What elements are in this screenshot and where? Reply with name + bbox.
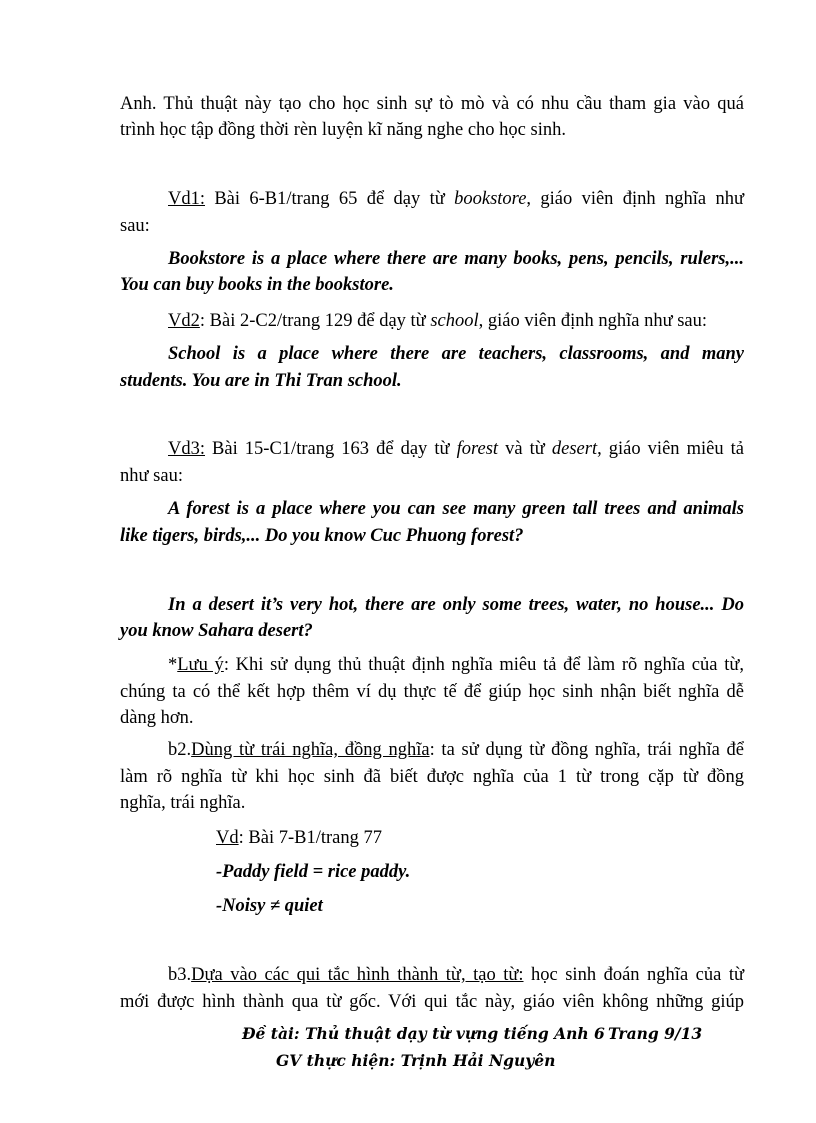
footer-page-number: Trang 9/13 [608, 1024, 703, 1043]
b2-line-1: b2.Dùng từ trái nghĩa, đồng nghĩa: ta sử dụng từ đồng nghĩa, trái nghĩa để [168, 740, 744, 760]
vd1-label: Vd1: [168, 189, 205, 209]
b3-line-2: mới được hình thành qua từ gốc. Với qui tắc này, giáo viên không những giúp [120, 992, 744, 1012]
footer-topic: Đề tài: Thủ thuật dạy từ vựng tiếng Anh 6 [242, 1024, 605, 1043]
vd3-example-3: In a desert it’s very hot, there are only some trees, water, no house... Do [168, 595, 744, 615]
vd2-word: school [430, 311, 479, 331]
footer-author: GV thực hiện: Trịnh Hải Nguyên [276, 1051, 556, 1070]
b2-line-3: nghĩa, trái nghĩa. [120, 793, 246, 813]
b2-line-2: làm rõ nghĩa từ khi học sinh đã biết được nghĩa của 1 từ trong cặp từ đồng [120, 767, 744, 787]
vd1-line-1: Vd1: Bài 6-B1/trang 65 để dạy từ bookstore, giáo viên định nghĩa như [168, 189, 744, 209]
vd3-example-2: like tigers, birds,... Do you know Cuc Phuong forest? [120, 526, 524, 546]
vd3-label: Vd3: [168, 439, 205, 459]
vd3-word-1: forest [456, 439, 499, 459]
intro-line-1: Anh. Thủ thuật này tạo cho học sinh sự tò mò và có nhu cầu tham gia vào quá [120, 94, 744, 114]
vd2-example-1: School is a place where there are teachers, classrooms, and many [168, 344, 744, 364]
b2-example-2: -Noisy ≠ quiet [216, 896, 323, 916]
vd1-line-2: sau: [120, 216, 150, 236]
b2-example-1: -Paddy field = rice paddy. [216, 862, 411, 882]
vd3-example-4: you know Sahara desert? [120, 621, 313, 641]
intro-line-2: trình học tập đồng thời rèn luyện kĩ năng nghe cho học sinh. [120, 120, 566, 140]
vd2-label: Vd2 [168, 311, 200, 331]
b2-example-ref: Vd: Bài 7-B1/trang 77 [216, 828, 382, 848]
b3-line-1: b3.Dựa vào các qui tắc hình thành từ, tạo từ: học sinh đoán nghĩa của từ [168, 965, 744, 985]
vd3-example-1: A forest is a place where you can see many green tall trees and animals [168, 499, 744, 519]
vd2-line-1: Vd2: Bài 2-C2/trang 129 để dạy từ school, giáo viên định nghĩa như sau: [168, 311, 708, 331]
vd3-line-1: Vd3: Bài 15-C1/trang 163 để dạy từ forest và từ desert, giáo viên miêu tả [168, 439, 744, 459]
b2-heading: Dùng từ trái nghĩa, đồng nghĩa [191, 740, 430, 760]
note-line-3: dàng hơn. [120, 708, 194, 728]
note-label: Lưu ý [177, 655, 224, 675]
b3-heading: Dựa vào các qui tắc hình thành từ, tạo từ: [191, 965, 524, 985]
b2-vd-label: Vd [216, 828, 239, 848]
vd1-example-2: You can buy books in the bookstore. [120, 275, 394, 295]
vd1-word: bookstore [454, 189, 527, 209]
vd1-example-1: Bookstore is a place where there are many books, pens, pencils, rulers,... [168, 249, 744, 269]
vd3-line-2: như sau: [120, 466, 183, 486]
vd3-word-2: desert [551, 439, 598, 459]
note-line-2: chúng ta có thể kết hợp thêm ví dụ thực tế để giúp học sinh nhận biết nghĩa dễ [120, 682, 744, 702]
note-line-1: *Lưu ý: Khi sử dụng thủ thuật định nghĩa miêu tả để làm rõ nghĩa của từ, [168, 655, 744, 675]
vd2-example-2: students. You are in Thi Tran school. [120, 371, 402, 391]
